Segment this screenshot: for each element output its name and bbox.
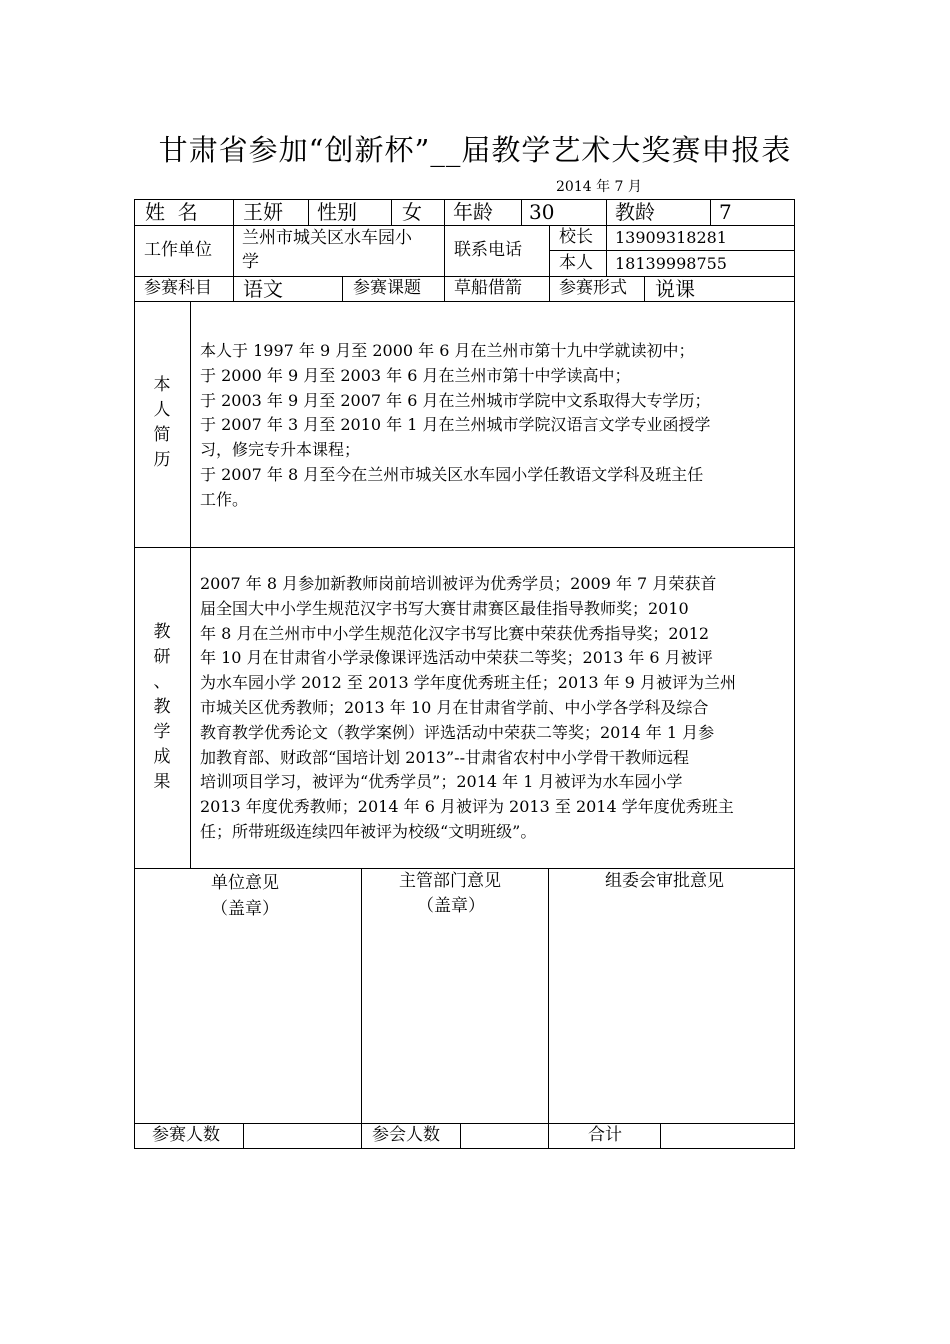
resume-label-char: 简: [153, 425, 171, 445]
cell-divider: [644, 276, 645, 302]
cell-divider: [308, 199, 309, 226]
cell-divider: [444, 276, 445, 302]
achievements-label-char: 成: [153, 747, 171, 767]
teaching-age-label: 教龄: [615, 200, 655, 224]
name-value: 王妍: [243, 200, 283, 224]
achievements-label-char: 、: [153, 672, 171, 692]
resume-line: 于 2000 年 9 月至 2003 年 6 月在兰州市第十中学读高中；: [200, 365, 631, 385]
participants-label: 参赛人数: [152, 1125, 220, 1145]
resume-label-char: 历: [153, 450, 171, 470]
achievements-line: 教育教学优秀论文（教学案例）评选活动中荣获二等奖；2014 年 1 月参: [200, 722, 715, 742]
resume-text: [200, 339, 790, 513]
attendees-label: 参会人数: [372, 1125, 440, 1145]
cell-divider: [361, 868, 362, 1149]
gender-label: 性别: [317, 200, 357, 224]
phone-label: 联系电话: [454, 240, 522, 260]
age-label: 年龄: [453, 200, 493, 224]
table-border-right: [794, 199, 795, 1149]
achievements-line: 培训项目学习，被评为“优秀学员”；2014 年 1 月被评为水车园小学: [200, 772, 683, 792]
cell-divider: [444, 225, 445, 277]
resume-line: 于 2003 年 9 月至 2007 年 6 月在兰州城市学院中文系取得大专学历；: [200, 390, 711, 410]
cell-divider: [233, 225, 234, 277]
form-value: 说课: [655, 277, 695, 301]
resume-label: [150, 373, 174, 473]
achievements-line: 年 8 月在兰州市中小学生规范化汉字书写比赛中荣获优秀指导奖；2012: [200, 623, 710, 643]
row-divider: [134, 547, 795, 548]
resume-line: 于 2007 年 8 月至今在兰州市城关区水车园小学任教语文学科及班主任: [200, 464, 704, 484]
principal-label: 校长: [559, 227, 593, 247]
principal-phone: 13909318281: [615, 228, 727, 247]
unit-opinion-label: 单位意见: [211, 873, 279, 893]
cell-divider: [342, 276, 343, 302]
teaching-age-value: 7: [719, 200, 732, 224]
achievements-line: 年 10 月在甘肃省小学录像课评选活动中荣获二等奖；2013 年 6 月被评: [200, 648, 713, 668]
achievements-line: 加教育部、财政部“国培计划 2013”--甘肃省农村中小学骨干教师远程: [200, 747, 689, 767]
age-value: 30: [529, 200, 555, 224]
achievements-label-char: 学: [153, 722, 171, 742]
cell-divider: [444, 199, 445, 226]
resume-line: 于 2007 年 3 月至 2010 年 1 月在兰州城市学院汉语言文学专业函授学: [200, 415, 711, 435]
resume-line: 工作。: [200, 489, 249, 509]
unit-seal-label: （盖章）: [211, 899, 279, 919]
cell-divider: [460, 1123, 461, 1149]
achievements-label-char: 教: [153, 697, 171, 717]
achievements-label-char: 果: [153, 772, 171, 792]
achievements-line: 任；所带班级连续四年被评为校级“文明班级”。: [200, 821, 537, 841]
work-unit-value-line1: 兰州市城关区水车园小: [242, 228, 412, 248]
cell-divider: [243, 1123, 244, 1149]
table-border-left: [134, 199, 135, 1149]
cell-divider: [660, 1123, 661, 1149]
achievements-line: 2007 年 8 月参加新教师岗前培训被评为优秀学员；2009 年 7 月荣获首: [200, 574, 717, 593]
achievements-line: 为水车园小学 2012 至 2013 学年度优秀班主任；2013 年 9 月被评为兰州: [200, 673, 736, 693]
dept-seal-label: （盖章）: [417, 896, 485, 916]
cell-divider: [391, 199, 392, 226]
gender-value: 女: [402, 200, 422, 224]
cell-divider: [233, 199, 234, 226]
row-divider: [134, 1123, 795, 1124]
resume-label-char: 人: [153, 400, 171, 420]
total-label: 合计: [588, 1125, 622, 1145]
cell-divider: [606, 225, 607, 277]
cell-divider: [548, 868, 549, 1149]
form-label: 参赛形式: [559, 278, 627, 298]
self-phone: 18139998755: [615, 254, 727, 273]
topic-label: 参赛课题: [353, 278, 421, 298]
phone-divider: [549, 250, 795, 251]
cell-divider: [521, 199, 522, 226]
achievements-line: 届全国大中小学生规范汉字书写大赛甘肃赛区最佳指导教师奖；2010: [200, 598, 689, 618]
topic-value: 草船借箭: [454, 278, 522, 298]
cell-divider: [233, 276, 234, 302]
table-border-bottom: [134, 1148, 795, 1149]
achievements-line: 市城关区优秀教师；2013 年 10 月在甘肃省学前、中小学各学科及综合: [200, 697, 709, 717]
achievements-label-char: 教: [153, 622, 171, 642]
cell-divider: [549, 276, 550, 302]
committee-opinion-label: 组委会审批意见: [605, 871, 724, 891]
dept-opinion-label: 主管部门意见: [399, 871, 501, 891]
work-unit-label: 工作单位: [144, 240, 212, 260]
cell-divider: [710, 199, 711, 226]
achievements-label-char: 研: [153, 647, 171, 667]
cell-divider: [549, 225, 550, 277]
achievements-line: 2013 年度优秀教师；2014 年 6 月被评为 2013 至 2014 学年度优秀班主: [200, 797, 734, 817]
form-date: 2014 年 7 月: [556, 179, 642, 195]
subject-value: 语文: [243, 277, 283, 301]
name-label: 姓 名: [145, 200, 198, 224]
cell-divider: [606, 199, 607, 226]
row-divider: [134, 868, 795, 869]
cell-divider: [190, 301, 191, 869]
resume-label-char: 本: [153, 375, 171, 395]
resume-line: 本人于 1997 年 9 月至 2000 年 6 月在兰州市第十九中学就读初中；: [200, 341, 695, 360]
form-title: 甘肃省参加“创新杯”__届教学艺术大奖赛申报表: [158, 133, 792, 167]
work-unit-value-line2: 学: [242, 252, 259, 272]
achievements-text: [200, 572, 790, 845]
self-label: 本人: [559, 253, 593, 273]
resume-line: 习，修完专升本课程；: [200, 440, 361, 460]
subject-label: 参赛科目: [144, 278, 212, 298]
achievements-label: [150, 620, 174, 795]
